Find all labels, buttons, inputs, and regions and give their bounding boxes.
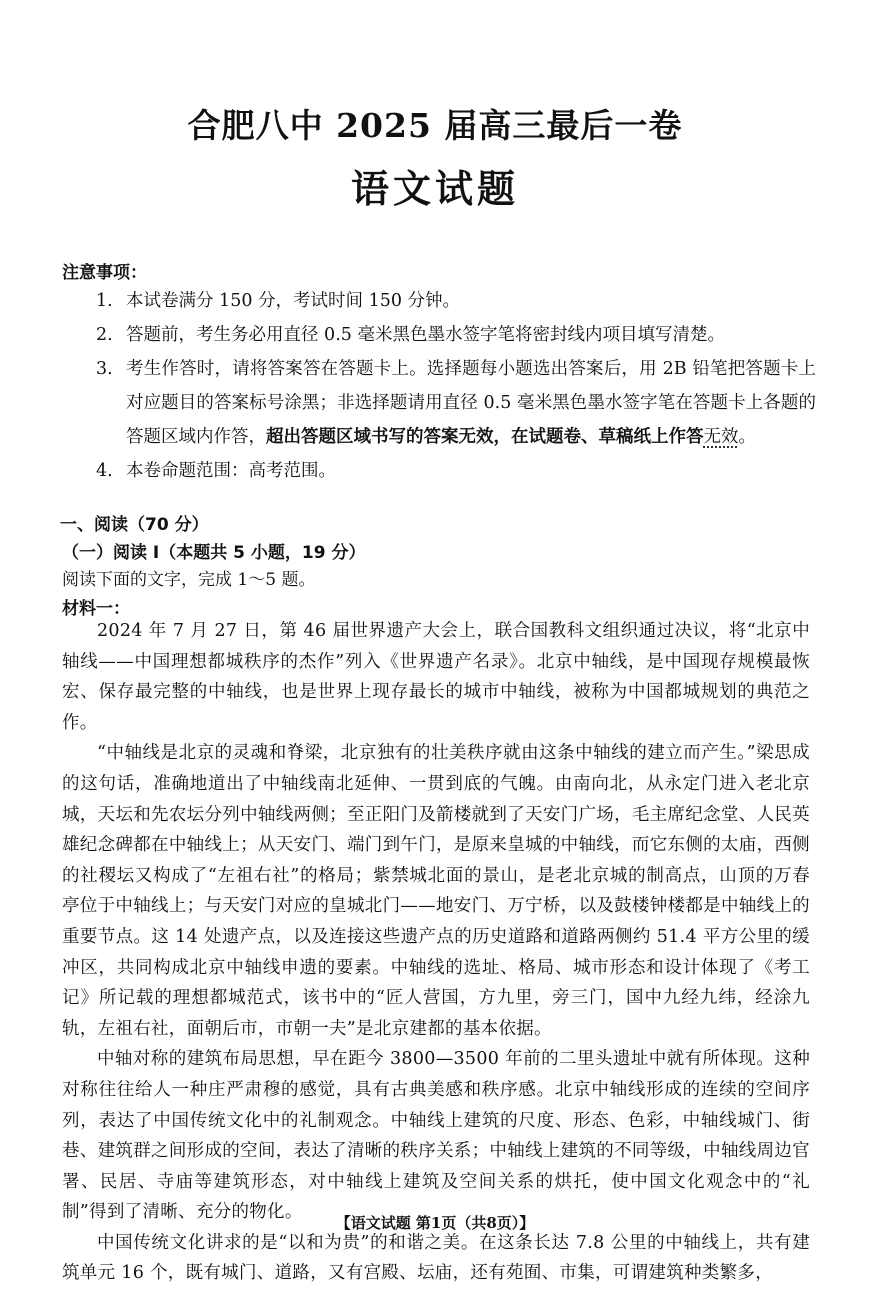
notice-item-number: 4. bbox=[96, 461, 113, 481]
subsection-heading: （一）阅读 I（本题共 5 小题，19 分） bbox=[62, 543, 366, 563]
notice-item-text: 答题前，考生务必用直径 0.5 毫米黑色墨水签字笔将密封线内项目填写清楚。 bbox=[126, 325, 725, 345]
passage-paragraph: “中轴线是北京的灵魂和脊梁，北京独有的壮美秩序就由这条中轴线的建立而产生。”梁思成的这句话，准确地道出了中轴线南北延伸、一贯到底的气魄。由南向北，从永定门进入老北京城，天坛和先农坛分列中轴线两侧；至正阳门及箭楼就到了天安门广场，毛主席纪念堂、人民英雄纪念碑都在中轴线上；从天安门、端门到午门，是原来皇城的中轴线，而它东侧的太庙，西侧的社稷坛又构成了“左祖右社”的格局；紫禁城北面的景山，是老北京城的制高点，山顶的万春亭位于中轴线上；与天安门对应的皇城北门——地安门、万宁桥，以及鼓楼钟楼都是中轴线上的重要节点。这 14 处遗产点，以及连接这些遗产点的历史道路和道路两侧约 51.4 平方公里的缓冲区，共同构成北京中轴线申遗的要素。中轴线的选址、格局、城市形态和设计体现了《考工记》所记载的理想都城范式，该书中的“匠人营国，方九里，旁三门，国中九经九纬，经涂九轨，左祖右社，面朝后市，市朝一夫”是北京建都的基本依据。 bbox=[62, 743, 810, 1039]
notice-item bbox=[96, 284, 816, 318]
page-footer: 【语文试题 第1页（共8页）】 bbox=[335, 1214, 535, 1232]
passage-paragraph: 中国传统文化讲求的是“以和为贵”的和谐之美。在这条长达 7.8 公里的中轴线上，共有建筑单元 16 个，既有城门、道路，又有宫殿、坛庙，还有苑囿、市集，可谓建筑种类繁多， bbox=[62, 1232, 810, 1284]
passage-paragraph: 2024 年 7 月 27 日，第 46 届世界遗产大会上，联合国教科文组织通过决议，将“北京中轴线——中国理想都城秩序的杰作”列入《世界遗产名录》。北京中轴线，是中国现存规模最恢宏、保存最完整的中轴线，也是世界上现存最长的城市中轴线，被称为中国都城规划的典范之作。 bbox=[62, 621, 810, 733]
notice-heading: 注意事项： bbox=[62, 263, 147, 283]
notice-item-text: 本卷命题范围：高考范围。 bbox=[126, 461, 336, 481]
notice-item bbox=[96, 352, 816, 454]
notice-item-number: 2. bbox=[96, 325, 113, 345]
reading-instruction: 阅读下面的文字，完成 1～5 题。 bbox=[62, 570, 316, 590]
reading-passage bbox=[62, 616, 810, 1289]
subject-title: 语文试题 bbox=[350, 167, 519, 211]
notice-item-number: 3. bbox=[96, 359, 113, 379]
notice-item-text-container bbox=[126, 352, 816, 454]
notice-item-bold-text: 超出答题区域书写的答案无效，在试题卷、草稿纸上作答 bbox=[266, 427, 704, 447]
passage-paragraph: 中轴对称的建筑布局思想，早在距今 3800—3500 年前的二里头遗址中就有所体现。这种对称往往给人一种庄严肃穆的感觉，具有古典美感和秩序感。北京中轴线形成的连续的空间序列，表达了中国传统文化中的礼制观念。中轴线上建筑的尺度、形态、色彩，中轴线城门、街巷、建筑群之间形成的空间，表达了清晰的秩序关系；中轴线上建筑的不同等级，中轴线周边官署、民居、寺庙等建筑形态，对中轴线上建筑及空间关系的烘托，使中国文化观念中的“礼制”得到了清晰、充分的物化。 bbox=[62, 1049, 810, 1223]
material-label: 材料一： bbox=[62, 599, 130, 619]
notice-list bbox=[96, 284, 816, 488]
notice-item bbox=[96, 454, 816, 488]
notice-item-end-text: 。 bbox=[738, 427, 756, 447]
notice-item-text: 本试卷满分 150 分，考试时间 150 分钟。 bbox=[126, 291, 461, 311]
notice-item-text: 考生作答时，请将答案答在答题卡上。选择题每小题选出答案后，用 2B 铅笔把答题卡上对应题目的答案标号涂黑；非选择题请用直径 0.5 毫米黑色墨水签字笔在答题卡上各题的答题区域内作答， bbox=[126, 359, 816, 447]
exam-title: 合肥八中 2025 届高三最后一卷 bbox=[187, 106, 683, 145]
notice-item-emphasis-text: 无效 bbox=[703, 427, 739, 447]
notice-item bbox=[96, 318, 816, 352]
section-heading: 一、阅读（70 分） bbox=[60, 515, 209, 535]
notice-item-number: 1. bbox=[96, 291, 113, 311]
